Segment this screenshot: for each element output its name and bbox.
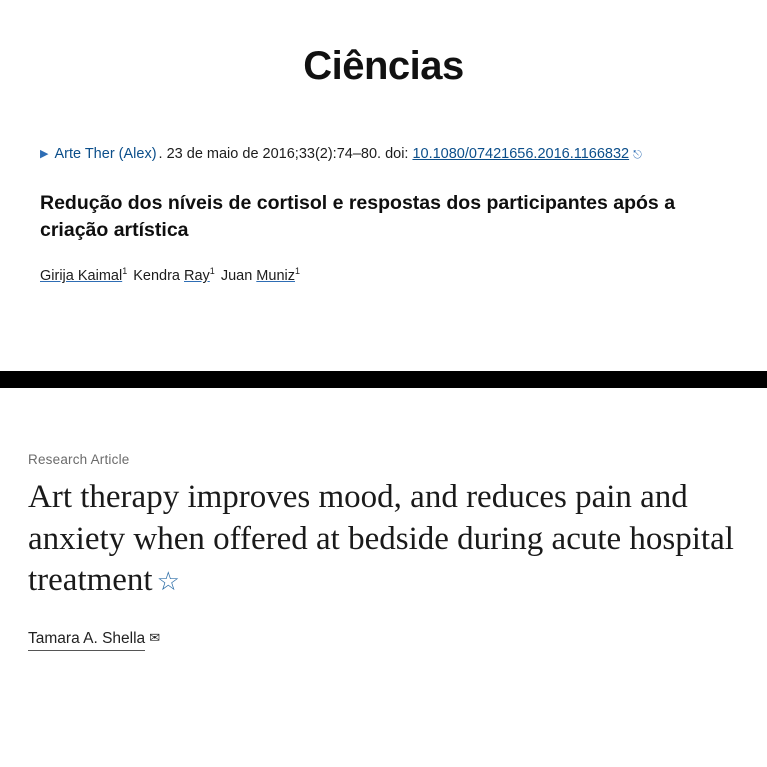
- caret-right-icon[interactable]: ▶: [40, 148, 49, 160]
- envelope-icon[interactable]: ✉: [149, 629, 161, 645]
- author-item[interactable]: Juan Muniz: [220, 267, 295, 284]
- star-outline-icon[interactable]: ☆: [156, 567, 180, 597]
- page-title: Ciências: [303, 44, 464, 88]
- citation-line: [40, 144, 727, 164]
- author-item[interactable]: [40, 268, 122, 284]
- article-title-pt[interactable]: Redução dos níveis de cortisol e respostas dos participantes após a criação artística: [40, 192, 676, 242]
- author-item[interactable]: Kendra Ray: [133, 267, 210, 284]
- author-affiliation-marker[interactable]: 1: [209, 266, 215, 277]
- author-name[interactable]: Tamara A. Shella: [28, 630, 145, 651]
- pubmed-record: [0, 144, 767, 284]
- article-type-label: Research Article: [28, 452, 130, 467]
- external-link-icon[interactable]: ⎋: [633, 149, 642, 161]
- sciencedirect-record: [28, 452, 747, 651]
- journal-name: Arte Ther (Alex): [54, 146, 157, 162]
- citation-details: . 23 de maio de 2016;33(2):74–80. doi:: [158, 146, 409, 162]
- author-name[interactable]: Muniz: [256, 267, 295, 284]
- author-affiliation-marker[interactable]: 1: [294, 266, 300, 277]
- author-name[interactable]: Ray: [184, 267, 210, 284]
- doi-link[interactable]: 10.1080/07421656.2016.1166832: [412, 146, 630, 162]
- author-list: [40, 266, 727, 284]
- article-title-text: Art therapy improves mood, and reduces pain and anxiety when offered at bedside during acute hospital treatment: [28, 479, 734, 599]
- author-name[interactable]: Girija Kaimal: [40, 267, 123, 284]
- article-title-en: [28, 477, 747, 602]
- author-affiliation-marker[interactable]: 1: [122, 266, 128, 277]
- author-item[interactable]: [28, 630, 160, 651]
- divider-band: [0, 371, 767, 388]
